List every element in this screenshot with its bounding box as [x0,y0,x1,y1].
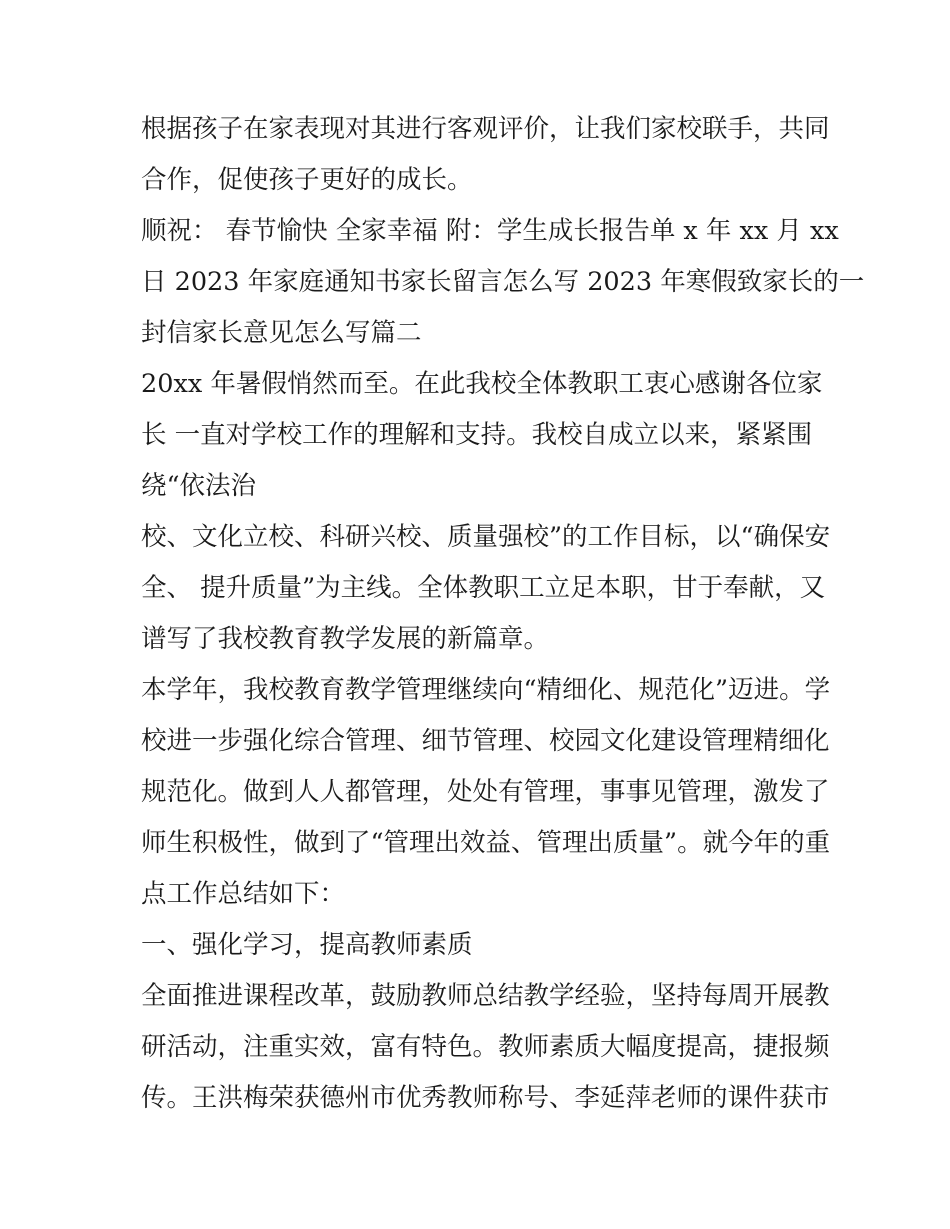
text-line: 点工作总结如下： [141,879,346,909]
text-line: 校进一步强化综合管理、细节管理、校园文化建设管理精细化 [141,726,830,756]
text-line: 研活动，注重实效，富有特色。教师素质大幅度提高，捷报频 [141,1032,830,1062]
text-line: 绕“依法治 [141,471,257,501]
text-line: 全面推进课程改革，鼓励教师总结教学经验，坚持每周开展教 [141,981,830,1011]
text-line: 全、 提升质量”为主线。全体教职工立足本职，甘于奉献，又 [141,573,826,603]
text-line: 日 2023 年家庭通知书家长留言怎么写 2023 年寒假致家长的一 [141,267,865,297]
text-line: 师生积极性，做到了“管理出效益、管理出质量”。就今年的重 [141,828,831,858]
text-line: 20xx 年暑假悄然而至。在此我校全体教职工衷心感谢各位家 [141,369,823,399]
section-heading: 一、强化学习，提高教师素质 [141,930,473,960]
text-line: 校、文化立校、科研兴校、质量强校”的工作目标，以“确保安 [141,522,831,552]
text-line: 本学年，我校教育教学管理继续向“精细化、规范化”迈进。学 [141,675,831,705]
text-line: 长 一直对学校工作的理解和支持。我校自成立以来，紧紧围 [141,420,813,450]
text-line: 合作，促使孩子更好的成长。 [141,165,473,195]
text-line: 顺祝： 春节愉快 全家幸福 附：学生成长报告单 x 年 xx 月 xx [141,216,839,246]
document-body [141,104,865,1124]
text-line: 谱写了我校教育教学发展的新篇章。 [141,624,550,654]
text-line: 封信家长意见怎么写篇二 [141,318,422,348]
text-line: 规范化。做到人人都管理，处处有管理，事事见管理，激发了 [141,777,830,807]
text-line: 传。王洪梅荣获德州市优秀教师称号、李延萍老师的课件获市 [141,1083,830,1113]
text-line: 根据孩子在家表现对其进行客观评价，让我们家校联手，共同 [141,114,830,144]
